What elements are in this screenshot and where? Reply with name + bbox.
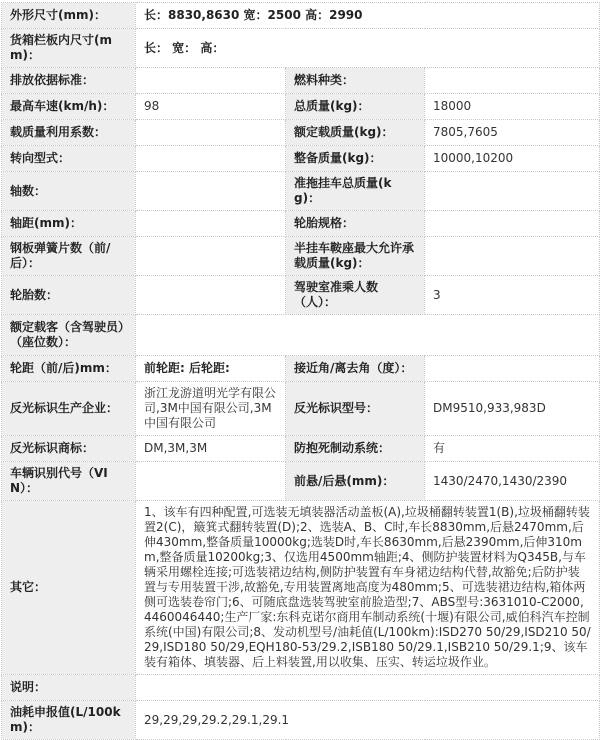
table-row <box>2 68 600 94</box>
tire-count-label: 轮胎数： <box>2 276 136 315</box>
notes-value <box>136 675 600 701</box>
table-row <box>2 146 600 172</box>
approach-departure-angle-value <box>425 356 600 382</box>
rated-load-label: 额定载质量(kg)： <box>286 120 425 146</box>
rated-load-value: 7805,7605 <box>425 120 600 146</box>
vin-label: 车辆识别代号（VIN）： <box>2 462 136 501</box>
wheelbase-label: 轴距(mm)： <box>2 211 136 237</box>
table-row <box>2 462 600 501</box>
abs-system-label: 防抱死制动系统： <box>286 436 425 462</box>
axle-count-value <box>136 172 286 211</box>
declared-fuel-consumption-label: 油耗申报值(L/100km)： <box>2 701 136 740</box>
tire-count-value <box>136 276 286 315</box>
trailer-gross-mass-label: 准拖挂车总质量(kg)： <box>286 172 425 211</box>
max-speed-value: 98 <box>136 94 286 120</box>
rated-passengers-value <box>136 315 600 356</box>
cargo-box-inner-label: 货箱栏板内尺寸(mm)： <box>2 29 136 68</box>
saddle-max-load-value <box>425 237 600 276</box>
table-row <box>2 172 600 211</box>
gross-mass-value: 18000 <box>425 94 600 120</box>
fuel-type-label: 燃料种类： <box>286 68 425 94</box>
spring-leaves-label: 钢板弹簧片数（前/后）： <box>2 237 136 276</box>
table-row <box>2 120 600 146</box>
table-row <box>2 382 600 436</box>
table-row <box>2 501 600 675</box>
load-utilization-value <box>136 120 286 146</box>
steering-type-value <box>136 146 286 172</box>
abs-system-value: 有 <box>425 436 600 462</box>
table-row <box>2 276 600 315</box>
spring-leaves-value <box>136 237 286 276</box>
table-row <box>2 701 600 740</box>
reflective-brand-label: 反光标识商标： <box>2 436 136 462</box>
curb-mass-value: 10000,10200 <box>425 146 600 172</box>
track-value: 前轮距: 后轮距: <box>136 356 286 382</box>
reflective-model-value: DM9510,933,983D <box>425 382 600 436</box>
table-row <box>2 315 600 356</box>
cab-passengers-label: 驾驶室准乘人数（人）： <box>286 276 425 315</box>
outer-dimensions-value: 长：8830,8630 宽：2500 高：2990 <box>136 3 600 29</box>
table-row <box>2 211 600 237</box>
emission-standard-value <box>136 68 286 94</box>
other-label: 其它： <box>2 501 136 675</box>
vin-value <box>136 462 286 501</box>
other-value: 1、该车有四种配置,可选装无填装器活动盖板(A),垃圾桶翻转装置1(B),垃圾桶翻转装置2(C)，簸箕式翻转装置(D);2、选装A、B、C时,车长8830mm,后悬2470mm,后伸430mm,整备质量10000kg;选装D时,车长8630mm,后悬2390mm,后伸310mm,整备质量10200kg;3、仅选用4500mm轴距;4、侧防护装置材料为Q345B,与车辆采用螺栓连接;可选装裙边结构,侧防护装置有车身裙边结构代替,故豁免;后防护装置与专用装置干涉,故豁免,专用装置离地高度为480mm;5、可选装裙边结构,箱体两侧可选装卷帘门;6、可随底盘选装驾驶室前脸造型;7、ABS型号:3631010-C2000,4460046440;生产厂家:东科克诺尔商用车制动系统(十堰)有限公司,威伯科汽车控制系统(中国)有限公司;8、发动机型号/油耗值(L/100km):ISD270 50/29,ISD210 50/29,ISD180 50/29,EQH180-53/29.2,ISB180 50/29.1,ISB210 50/29.1;9、该车装有箱体、填装器、后上料装置,用以收集、压实、转运垃圾作业。 <box>136 501 600 675</box>
max-speed-label: 最高车速(km/h)： <box>2 94 136 120</box>
emission-standard-label: 排放依据标准： <box>2 68 136 94</box>
reflective-brand-value: DM,3M,3M <box>136 436 286 462</box>
tire-spec-value <box>425 211 600 237</box>
rated-passengers-label: 额定载客（含驾驶员）（座位数）： <box>2 315 136 356</box>
steering-type-label: 转向型式： <box>2 146 136 172</box>
tire-spec-label: 轮胎规格： <box>286 211 425 237</box>
wheelbase-value <box>136 211 286 237</box>
track-label: 轮距（前/后)mm： <box>2 356 136 382</box>
reflective-model-label: 反光标识型号： <box>286 382 425 436</box>
load-utilization-label: 载质量利用系数： <box>2 120 136 146</box>
approach-departure-angle-label: 接近角/离去角（度）： <box>286 356 425 382</box>
table-row <box>2 356 600 382</box>
declared-fuel-consumption-value: 29,29,29,29.2,29.1,29.1 <box>136 701 600 740</box>
saddle-max-load-label: 半挂车鞍座最大允许承载质量(kg)： <box>286 237 425 276</box>
curb-mass-label: 整备质量(kg)： <box>286 146 425 172</box>
table-row <box>2 237 600 276</box>
table-row <box>2 675 600 701</box>
fuel-type-value <box>425 68 600 94</box>
reflective-manufacturer-label: 反光标识生产企业： <box>2 382 136 436</box>
overhang-label: 前悬/后悬(mm)： <box>286 462 425 501</box>
table-row <box>2 3 600 29</box>
table-row <box>2 29 600 68</box>
axle-count-label: 轴数： <box>2 172 136 211</box>
cargo-box-inner-value: 长： 宽： 高： <box>136 29 600 68</box>
table-row <box>2 94 600 120</box>
table-row <box>2 436 600 462</box>
reflective-manufacturer-value: 浙江龙游道明光学有限公司,3M中国有限公司,3M中国有限公司 <box>136 382 286 436</box>
trailer-gross-mass-value <box>425 172 600 211</box>
overhang-value: 1430/2470,1430/2390 <box>425 462 600 501</box>
vehicle-spec-table <box>1 2 600 740</box>
notes-label: 说明： <box>2 675 136 701</box>
gross-mass-label: 总质量(kg)： <box>286 94 425 120</box>
cab-passengers-value: 3 <box>425 276 600 315</box>
outer-dimensions-label: 外形尺寸(mm)： <box>2 3 136 29</box>
